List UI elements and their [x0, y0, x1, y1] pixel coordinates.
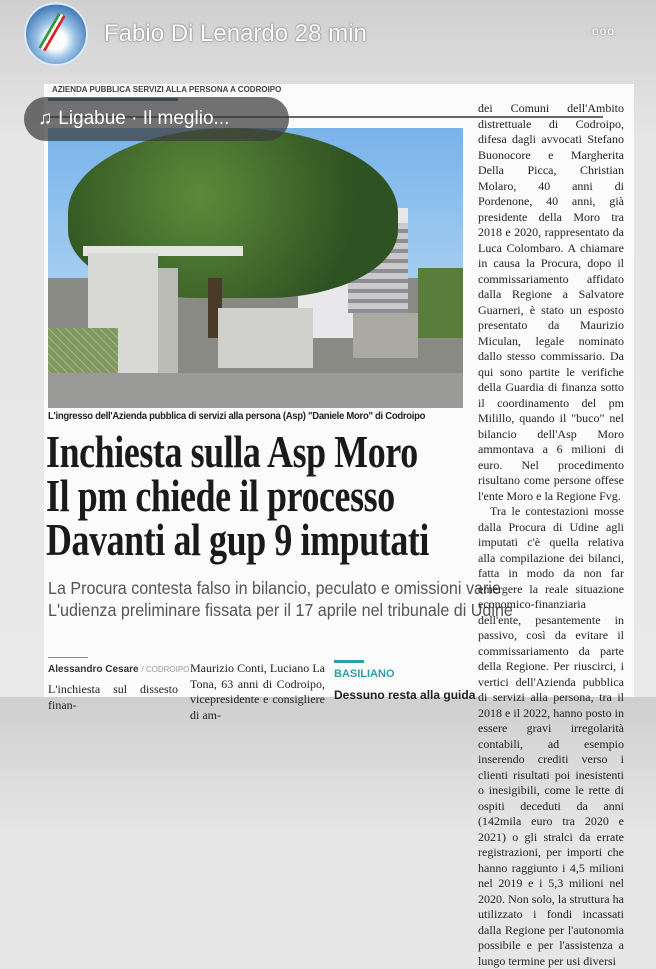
- music-note-icon: ♫: [38, 108, 53, 129]
- post-time: 28 min: [294, 20, 367, 47]
- subheadline: [48, 577, 513, 621]
- subheadline-line: L'udienza preliminare fissata per il 17 aprile nel tribunale di Udine: [48, 600, 513, 620]
- byline-place: / CODROIPO: [141, 665, 190, 674]
- secondary-headline: Dessuno resta alla guida: [334, 688, 476, 702]
- story-header[interactable]: [104, 20, 367, 48]
- article-photo: [48, 128, 463, 408]
- headline-line: Inchiesta sulla Asp Moro: [46, 426, 418, 477]
- section-label: BASILIANO: [334, 668, 395, 680]
- headline: [46, 426, 476, 565]
- subheadline-line: La Procura contesta falso in bilancio, peculato e omissioni varie: [48, 578, 501, 598]
- article-column-1: L'inchiesta sul dissesto finan-: [48, 682, 178, 712]
- byline-author: Alessandro Cesare: [48, 664, 139, 675]
- headline-line: Il pm chiede il processo: [46, 470, 395, 521]
- music-sticker[interactable]: [24, 97, 289, 141]
- article-column-2: Maurizio Conti, Luciano La Tona, 63 anni di Codroipo, vicepresidente e consigliere di am-: [190, 661, 325, 722]
- article-column-right: [478, 101, 624, 969]
- more-options-icon[interactable]: ooo: [592, 24, 616, 38]
- headline-line: Davanti al gup 9 imputati: [46, 514, 430, 565]
- avatar[interactable]: [24, 2, 88, 66]
- author-name[interactable]: Fabio Di Lenardo: [104, 20, 289, 47]
- photo-caption: L'ingresso dell'Azienda pubblica di servizi alla persona (Asp) "Daniele Moro" di Codroipo: [48, 411, 426, 422]
- byline: [48, 664, 189, 675]
- avatar-flag-graphic: [39, 13, 66, 52]
- music-title: Ligabue · Il meglio...: [58, 108, 230, 129]
- paragraph: Tra le contestazioni mosse dalla Procura di Udine agli imputati c'è quella relativa alla compilazione dei bilanci, fatta in modo da non far emergere la reale situazione economico-finanziaria dell'ente, pesantemente in passivo, così da evitare il commissariamento da parte della Regione. Per riuscirci, i vertici dell'Azienda pubblica di servizi alla persona, tra il 2018 e il 2022, hanno posto in essere gravi irregolarità contabili, ad esempio inserendo crediti verso i clienti risultati poi inesistenti o inesigibili, come le rette di ospiti deceduti da anni (142mila euro tra 2020 e 2021) o gli stralci da errate registrazioni, per importi che hanno raggiunto i 4,5 milioni nel 2019 e i 5,3 milioni nel 2020. Non solo, la struttura ha utilizzato i fondi incassati dalla Regione per l'autonomia possibile e per l'assistenza a lungo termine per usi diversi: [478, 504, 624, 968]
- paragraph: dei Comuni dell'Ambito distrettuale di Codroipo, difesa dagli avvocati Stefano Buonocore e Margherita Della Picca, Christian Molaro, 40 anni di Pordenone, 40 anni, già presidente della Moro tra 2018 e 2020, rappresentato da Luca Colombaro. A chiamare in causa la Procura, dopo il commissariamento affidato dalla Regione a Salvatore Guarneri, è stato un esposto presentato da Maurizio Miculan, legale nominato dallo stesso commissario. Da qui sono partite le verifiche della Guardia di finanza sotto il coordinamento del pm Milillo, quando il "buco" nel bilancio dell'Asp Moro ammontava a 6 milioni di euro. Nel procedimento risultano come persone offese l'ente Moro e la Regione Fvg.: [478, 101, 624, 503]
- article-kicker: AZIENDA PUBBLICA SERVIZI ALLA PERSONA A CODROIPO: [52, 85, 282, 94]
